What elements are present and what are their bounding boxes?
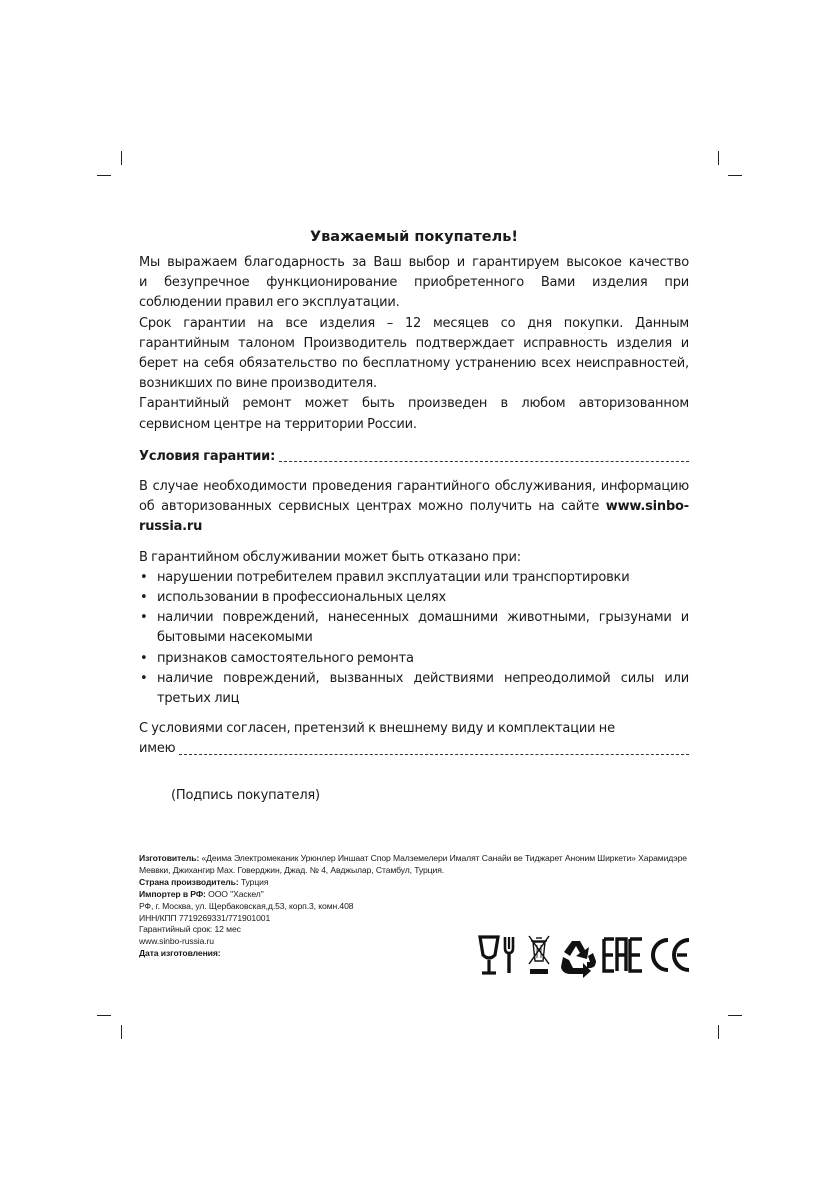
food-safe-icon (478, 931, 520, 979)
repair-paragraph: Гарантийный ремонт может быть произведен в любом авторизованном сервисном центре на территории России. (139, 396, 689, 432)
warranty-term-paragraph: Срок гарантии на все изделия – 12 месяцев со дня покупки. Данным гарантийным талоном Производитель подтверждает исправность изделия и берет на себя обязательство по бесплатному устранению всех неисправностей, возникших по вине производителя. (139, 315, 689, 392)
conditions-paragraph (139, 477, 689, 538)
certification-marks (478, 931, 692, 979)
intro-paragraph (139, 253, 689, 314)
list-item: • признаков самостоятельного ремонта (139, 649, 689, 669)
list-item: • использовании в профессиональных целях (139, 588, 689, 608)
agreement-line: имею (139, 741, 176, 757)
website-line: www.sinbo-russia.ru (139, 936, 214, 947)
ce-mark-icon (648, 931, 692, 979)
conditions-text: В случае необходимости проведения гарантийного обслуживания, информацию об авторизованных сервисных центрах можно получить на сайте (139, 479, 689, 515)
manufacturer-line (139, 853, 694, 865)
conditions-heading-label: Условия гарантии: (139, 448, 276, 464)
crop-mark (718, 1025, 719, 1039)
recycle-icon (558, 931, 598, 979)
importer-value: ООО "Хаскел" (208, 888, 264, 899)
refusal-heading: В гарантийном обслуживании может быть отказано при: (139, 549, 521, 565)
signature-label: (Подпись покупателя) (171, 787, 320, 803)
list-item: • нарушении потребителем правил эксплуатации или транспортировки (139, 568, 689, 588)
country-value: Турция (240, 876, 269, 887)
eac-mark-icon (602, 931, 646, 979)
country-line (139, 877, 694, 889)
conditions-heading (139, 447, 689, 467)
manufacturer-line-2: Меввки, Джихангир Мах. Говерджин, Джад. № 4, Авджылар, Стамбул, Турция. (139, 864, 445, 875)
importer-line (139, 889, 694, 901)
warranty-line: Гарантийный срок: 12 мес (139, 924, 241, 935)
agreement-paragraph (139, 719, 689, 759)
intro-line: и безупречное функционирование приобретенного Вами изделия при (139, 275, 689, 291)
crop-mark (121, 151, 122, 165)
page-title: Уважаемый покупатель! (309, 229, 519, 245)
agreement-sign-line (139, 739, 689, 759)
country-label: Страна производитель: (139, 876, 239, 887)
agreement-dash-line (179, 754, 689, 755)
crop-mark (728, 175, 742, 176)
list-item: • наличие повреждений, вызванных действиями непреодолимой силы или третьих лиц (139, 669, 689, 709)
inn-line: ИНН/КПП 7719269331/771901001 (139, 912, 271, 923)
list-item: • наличии повреждений, нанесенных домашними животными, грызунами и бытовыми насекомыми (139, 608, 689, 648)
crop-mark (718, 151, 719, 165)
sinbo-website-link: www.sinbo-russia.ru (139, 499, 689, 535)
date-label: Дата изготовления: (139, 948, 221, 959)
agreement-line: С условиями согласен, претензий к внешнему виду и комплектации не (139, 721, 615, 737)
address-line: РФ, г. Москва, ул. Щербаковская,д.53, корп.3, комн.408 (139, 900, 354, 911)
manufacturer-value: «Деима Электромеканик Урюнлер Иншаат Спор Малземелери Ималят Санайи ве Тиджарет Аноним Ширкети» Харамидэре (201, 853, 687, 863)
refusal-list (139, 568, 689, 709)
intro-line: соблюдении правил его эксплуатации. (139, 295, 400, 311)
conditions-dash-line (279, 461, 689, 462)
crop-mark (97, 1015, 111, 1016)
importer-label: Импортер в РФ: (139, 888, 206, 899)
weee-bin-icon (526, 931, 552, 979)
crop-mark (728, 1015, 742, 1016)
crop-mark (121, 1025, 122, 1039)
intro-line: Мы выражаем благодарность за Ваш выбор и гарантируем высокое качество (139, 255, 689, 270)
manufacturer-label: Изготовитель: (139, 853, 200, 863)
warranty-document (139, 226, 689, 806)
crop-mark (97, 175, 111, 176)
